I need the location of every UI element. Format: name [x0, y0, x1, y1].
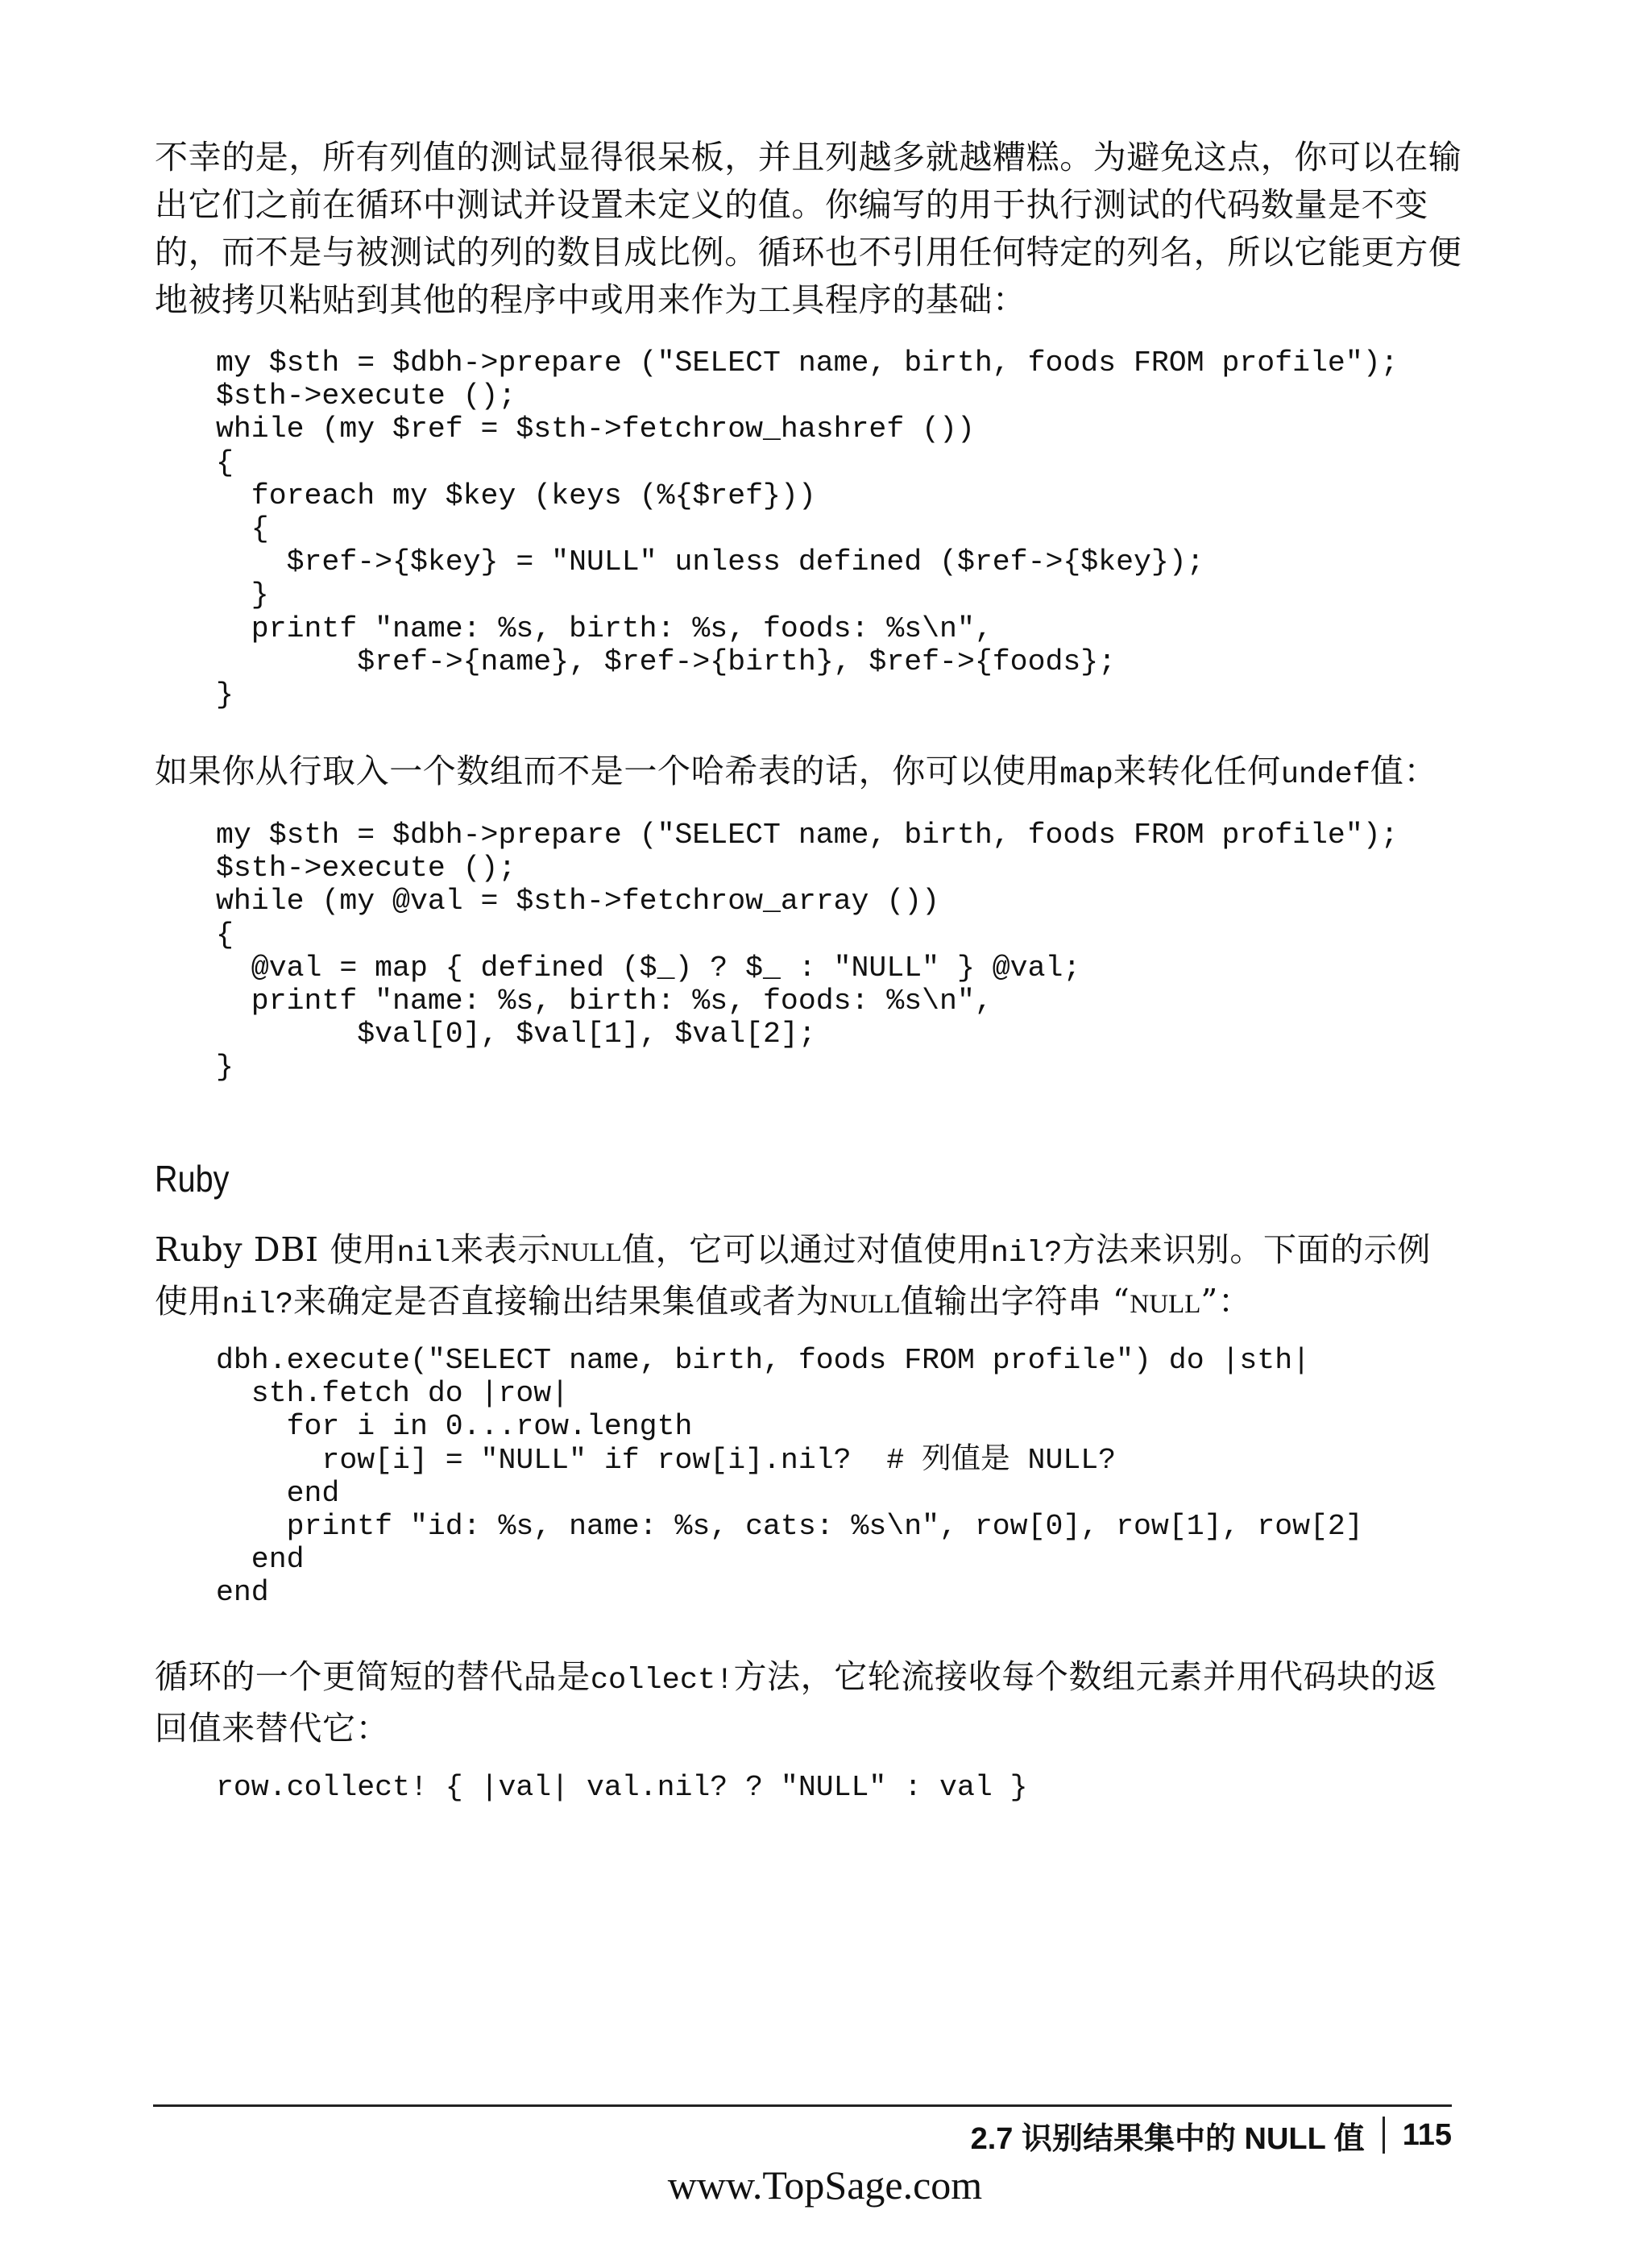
paragraph-line: [155, 1226, 1444, 1278]
inline-code-nil: nil: [396, 1237, 451, 1271]
paragraph-line: 的，而不是与被测试的列的数目成比例。循环也不引用任何特定的列名，所以它能更方便: [155, 233, 1462, 272]
paragraph-text: 值，它可以通过对值使用: [621, 1230, 991, 1269]
page-number: 115: [1402, 2117, 1452, 2152]
collect-code-block: row.collect! { |val| val.nil? ? "NULL" : val }: [216, 1771, 1028, 1804]
paragraph-text: 方法来识别。下面的示例: [1062, 1230, 1432, 1269]
ruby-code-block: dbh.execute("SELECT name, birth, foods FROM profile") do |sth| sth.fetch do |row| for i in 0...row.length row[i] = "NULL" if row[i].nil? # 列值是 NULL? end printf "id: %s, name: %s, cats: %s\n", row[0], row[1], row[2] end end: [216, 1344, 1363, 1610]
paragraph-text: 来转化任何: [1113, 752, 1281, 790]
paragraph-line: 出它们之前在循环中测试并设置未定义的值。你编写的用于执行测试的代码数量是不变: [155, 185, 1428, 224]
inline-code-nil-check: nil?: [222, 1288, 294, 1322]
page-footer: [971, 2113, 1452, 2158]
paragraph-text: Ruby DBI 使用: [155, 1230, 397, 1269]
footer-rule: [153, 2104, 1452, 2107]
paragraph-text: 来确定是否直接输出结果集值或者为: [293, 1282, 830, 1321]
paragraph-text: 值输出字符串 “: [900, 1282, 1130, 1321]
paragraph-line: [155, 748, 1444, 799]
ruby-paragraph: [155, 1226, 1444, 1329]
array-paragraph: [155, 748, 1444, 799]
inline-code-map: map: [1059, 758, 1113, 792]
paragraph-line: 不幸的是，所有列值的测试显得很呆板，并且列越多就越糟糕。为避免这点，你可以在输: [155, 138, 1462, 176]
paragraph-line: [155, 1653, 1444, 1705]
paragraph-text: ”：: [1200, 1282, 1252, 1321]
paragraph-text: 使用: [155, 1282, 222, 1321]
inline-null-string: NULL: [1130, 1290, 1201, 1319]
inline-null: NULL: [550, 1238, 622, 1267]
paragraph-text: 值：: [1370, 752, 1438, 790]
paragraph-line: [155, 1278, 1444, 1329]
inline-code-undef: undef: [1280, 758, 1370, 792]
inline-code-nil-check: nil?: [990, 1237, 1063, 1271]
paragraph-text: 方法，它轮流接收每个数组元素并用代码块的返: [733, 1657, 1438, 1696]
intro-paragraph: [155, 134, 1462, 324]
footer-section-title: 2.7 识别结果集中的 NULL 值: [970, 2121, 1365, 2156]
footer-separator: [1383, 2117, 1385, 2154]
paragraph-line: 地被拷贝粘贴到其他的程序中或用来作为工具程序的基础：: [155, 280, 1026, 319]
inline-null: NULL: [829, 1290, 901, 1319]
paragraph-text: 来表示: [450, 1230, 551, 1269]
perl-hashref-code-block: my $sth = $dbh->prepare ("SELECT name, birth, foods FROM profile"); $sth->execute (); while (my $ref = $sth->fetchrow_hashref ()) { foreach my $key (keys (%{$ref})) { $ref->{$key} = "NULL" unless defined ($ref->{$key}); } printf "name: %s, birth: %s, foods: %s\n", $ref->{name}, $ref->{birth}, $ref->{foods}; }: [216, 346, 1399, 712]
perl-array-code-block: my $sth = $dbh->prepare ("SELECT name, birth, foods FROM profile"); $sth->execute (); while (my @val = $sth->fetchrow_array ()) { @val = map { defined ($_) ? $_ : "NULL" } @val; printf "name: %s, birth: %s, foods: %s\n", $val[0], $val[1], $val[2]; }: [216, 819, 1399, 1084]
watermark: www.TopSage.com: [667, 2162, 983, 2208]
paragraph-text: 循环的一个更简短的替代品是: [155, 1657, 591, 1696]
paragraph-line: 回值来替代它：: [155, 1709, 390, 1748]
section-heading: Ruby: [155, 1158, 230, 1200]
inline-code-collect: collect!: [590, 1664, 734, 1698]
paragraph-text: 如果你从行取入一个数组而不是一个哈希表的话，你可以使用: [155, 752, 1060, 790]
collect-paragraph: [155, 1653, 1444, 1752]
